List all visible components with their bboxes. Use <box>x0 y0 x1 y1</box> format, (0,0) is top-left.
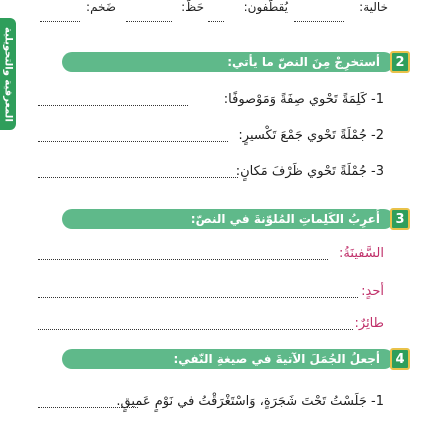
question-row <box>30 164 394 180</box>
vocab-word: حَظّ: <box>181 0 204 14</box>
side-tab <box>0 18 16 130</box>
side-tab-label: المعرفية والتحويلية <box>2 26 14 122</box>
answer-line <box>40 21 80 22</box>
section-3-header <box>62 209 394 229</box>
question-row <box>30 128 394 144</box>
answer-line[interactable] <box>38 105 188 106</box>
question-text: 1- كَلِمَةً تَحْوي صِفَةً وَمَوْصوفًا: <box>223 92 384 107</box>
answer-line[interactable] <box>38 329 353 330</box>
answer-line[interactable] <box>38 259 328 260</box>
question-row <box>30 92 394 108</box>
answer-line[interactable] <box>38 141 228 142</box>
question-text: أحدٍ: <box>361 284 384 299</box>
answer-line[interactable] <box>38 407 138 408</box>
answer-line <box>294 21 344 22</box>
question-row <box>30 316 394 332</box>
section-4-title: أجعلُ الجُمَلَ الآتيةَ في صيغةِ النّفي: <box>173 352 380 366</box>
section-2-header <box>62 52 394 72</box>
section-3-title: أُعرِبُ الكَلِماتِ المُلوّنةَ في النصّ: <box>190 212 380 226</box>
question-row <box>30 394 394 410</box>
question-text: 1- جَلَسْتُ تَحْتَ شَجَرَةٍ، وَاسْتَغْرَقْتُ في نَوْمٍ عَميقٍ. <box>116 394 384 409</box>
answer-line[interactable] <box>38 297 358 298</box>
question-text: طائِرٌ: <box>354 316 384 331</box>
question-row <box>30 284 394 300</box>
vocab-word: خالية: <box>359 0 388 14</box>
answer-line[interactable] <box>38 177 238 178</box>
section-4-header <box>62 349 394 369</box>
vocab-word: ضَخم: <box>86 0 116 14</box>
vocab-word: يُقطّفون: <box>243 0 288 14</box>
question-row <box>30 246 394 262</box>
section-3-number: 3 <box>390 208 410 230</box>
question-text: السَّفينَةُ: <box>339 246 384 261</box>
section-2-number: 2 <box>390 51 410 73</box>
answer-line <box>208 21 224 22</box>
question-text: 2- جُمْلَةً تَحْوي جَمْعَ تَكْسيرٍ: <box>238 128 384 143</box>
question-text: 3- جُمْلَةً تَحْوي ظَرْفَ مَكانٍ: <box>235 164 384 179</box>
section-4-number: 4 <box>390 348 410 370</box>
section-2-title: أستخرِجْ مِنَ النصّ ما يأتي: <box>227 55 380 69</box>
answer-line <box>126 21 172 22</box>
